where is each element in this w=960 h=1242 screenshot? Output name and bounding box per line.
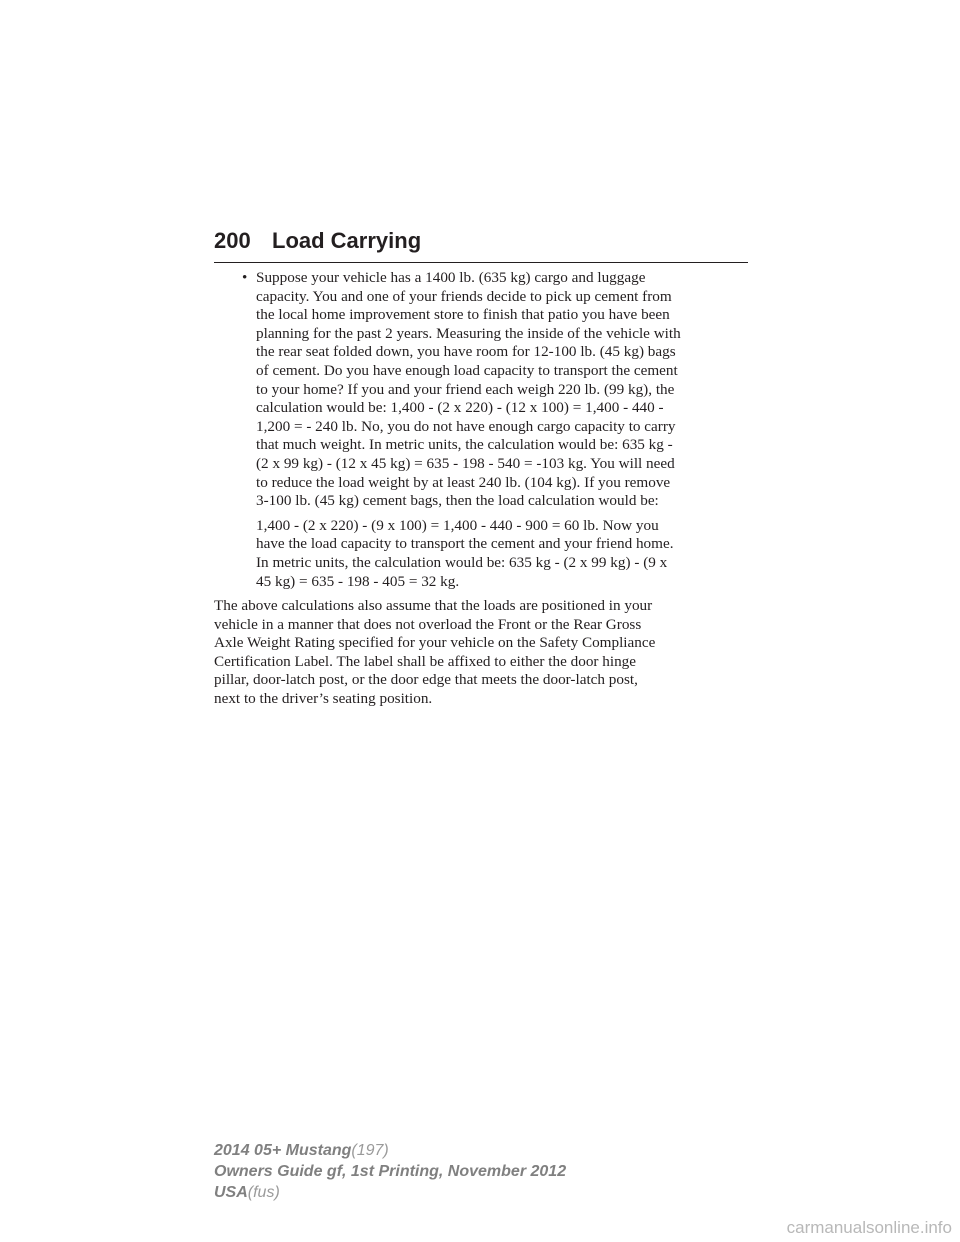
text-line: of cement. Do you have enough load capacity to transport the cement (256, 361, 678, 379)
text-line: calculation would be: 1,400 - (2 x 220) - (12 x 100) = 1,400 - 440 - (256, 399, 664, 417)
footer-line-edition (214, 1161, 566, 1182)
text-line: vehicle in a manner that does not overload the Front or the Rear Gross (214, 615, 642, 633)
page-content (214, 269, 750, 709)
text-line: Axle Weight Rating specified for your vehicle on the Safety Compliance (214, 634, 656, 652)
text-line: have the load capacity to transport the cement and your friend home. (256, 535, 674, 553)
text-line: 45 kg) = 635 - 198 - 405 = 32 kg. (256, 572, 460, 590)
bullet-icon: • (242, 269, 248, 286)
text-line: 1,200 = - 240 lb. No, you do not have enough cargo capacity to carry (256, 417, 676, 435)
text-line: the rear seat folded down, you have room for 12-100 lb. (45 kg) bags (256, 343, 676, 361)
text-line: 1,400 - (2 x 220) - (9 x 100) = 1,400 - 440 - 900 = 60 lb. Now you (256, 516, 659, 534)
calculation-paragraph (214, 517, 750, 591)
text-line: pillar, door-latch post, or the door edge that meets the door-latch post, (214, 671, 638, 689)
watermark: carmanualsonline.info (786, 1218, 952, 1237)
text-line: (2 x 99 kg) - (12 x 45 kg) = 635 - 198 - 540 = -103 kg. You will need (256, 454, 675, 472)
footer-model-code: (197) (351, 1142, 389, 1159)
text-line: next to the driver’s seating position. (214, 690, 433, 708)
text-line: that much weight. In metric units, the calculation would be: 635 kg - (256, 436, 673, 454)
page-header (214, 226, 748, 263)
text-line: capacity. You and one of your friends decide to pick up cement from (256, 287, 672, 305)
footer-market: USA (214, 1184, 248, 1201)
body-paragraph (214, 597, 750, 709)
footer-edition: Owners Guide gf, 1st Printing, November 2012 (214, 1163, 567, 1180)
text-line: 3-100 lb. (45 kg) cement bags, then the load calculation would be: (256, 492, 659, 510)
section-title: Load Carrying (272, 228, 422, 253)
text-line: In metric units, the calculation would be: 635 kg - (2 x 99 kg) - (9 x (256, 553, 668, 571)
text-line: to reduce the load weight by at least 240 lb. (104 kg). If you remove (256, 473, 671, 491)
text-line: Suppose your vehicle has a 1400 lb. (635 kg) cargo and luggage (256, 269, 646, 286)
text-line: The above calculations also assume that the loads are positioned in your (214, 597, 653, 615)
footer-line-market (214, 1182, 566, 1203)
text-line: Certification Label. The label shall be affixed to either the door hinge (214, 652, 637, 670)
footer-market-code: (fus) (247, 1184, 280, 1201)
footer-line-model (214, 1140, 566, 1161)
text-line: the local home improvement store to finish that patio you have been (256, 306, 670, 324)
print-footer (214, 1140, 566, 1203)
page-number: 200 (214, 228, 251, 253)
text-line: planning for the past 2 years. Measuring the inside of the vehicle with (256, 324, 681, 342)
bullet-item (214, 269, 750, 511)
text-line: to your home? If you and your friend each weigh 220 lb. (99 kg), the (256, 380, 675, 398)
footer-model: 2014 05+ Mustang (214, 1142, 352, 1159)
